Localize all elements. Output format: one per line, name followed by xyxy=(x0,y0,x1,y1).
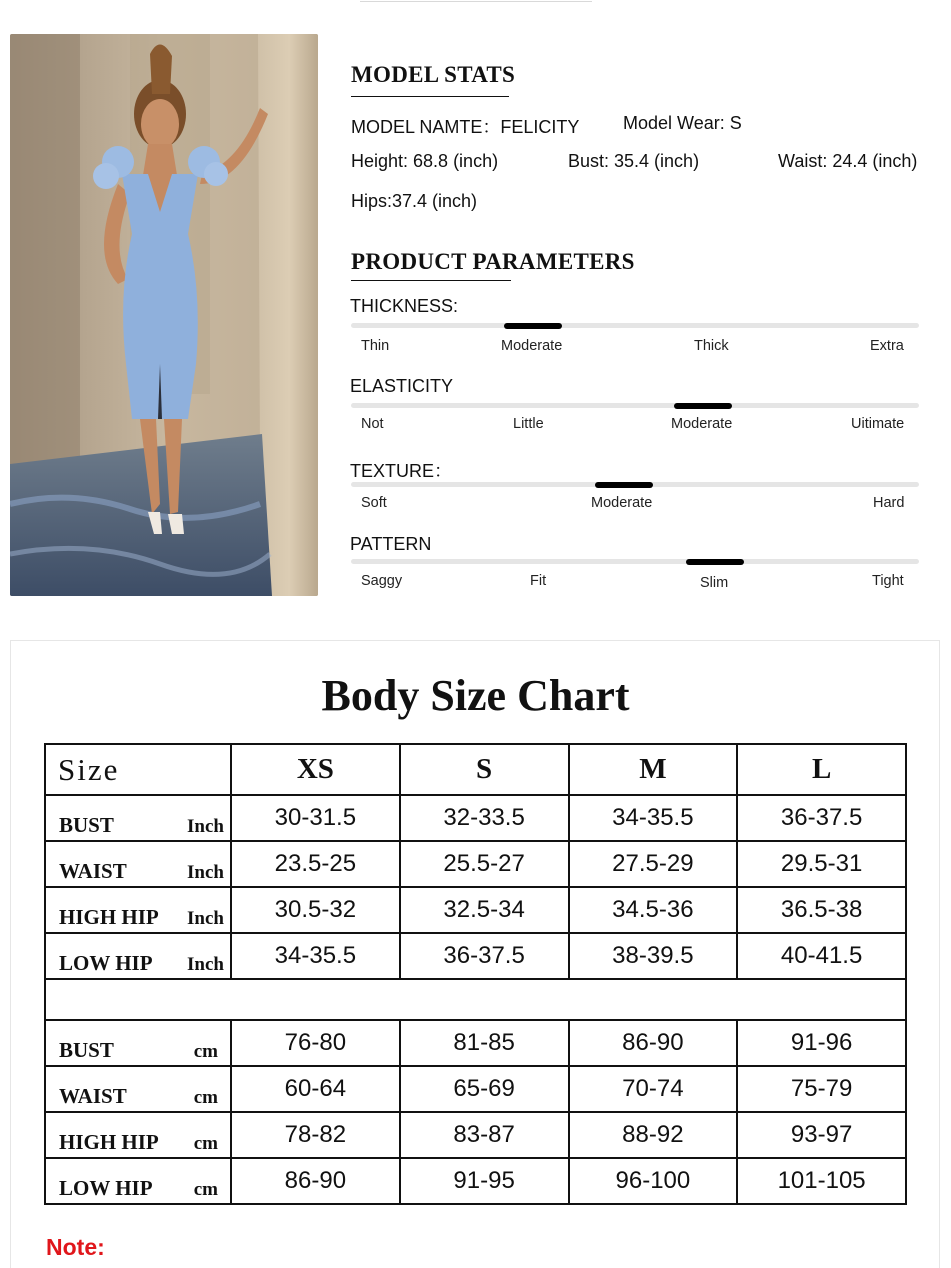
product-parameters-heading: PRODUCT PARAMETERS xyxy=(351,249,635,274)
pattern-marker xyxy=(686,559,744,565)
thickness-track xyxy=(351,323,919,328)
row-label xyxy=(45,1158,231,1204)
note-label: Note: xyxy=(46,1234,105,1260)
table-cell: 75-79 xyxy=(737,1066,906,1112)
row-label xyxy=(45,795,231,841)
thickness-label-moderate: Moderate xyxy=(501,338,563,354)
texture-label-moderate: Moderate xyxy=(591,495,653,511)
row-label xyxy=(45,1020,231,1066)
spacer-row xyxy=(45,979,906,1020)
size-s-header: S xyxy=(400,744,569,795)
table-cell: 29.5-31 xyxy=(737,841,906,887)
table-cell: 34-35.5 xyxy=(569,795,738,841)
table-cell: 81-85 xyxy=(400,1020,569,1066)
pattern-label-saggy: Saggy xyxy=(361,573,403,589)
thickness-label-thin: Thin xyxy=(361,338,390,354)
size-xs-header: XS xyxy=(231,744,400,795)
size-header: Size xyxy=(45,744,231,795)
elasticity-title: ELASTICITY xyxy=(350,376,454,396)
table-cell: 78-82 xyxy=(231,1112,400,1158)
table-row xyxy=(45,887,906,933)
measure-unit: Inch xyxy=(187,862,224,883)
pattern-label-tight: Tight xyxy=(872,573,904,589)
table-cell: 25.5-27 xyxy=(400,841,569,887)
row-label xyxy=(45,841,231,887)
table-row xyxy=(45,1066,906,1112)
thickness-title: THICKNESS: xyxy=(350,296,459,316)
elasticity-label-not: Not xyxy=(361,416,384,432)
elasticity-label-moderate: Moderate xyxy=(671,416,733,432)
table-row xyxy=(45,1158,906,1204)
table-cell: 60-64 xyxy=(231,1066,400,1112)
model-photo xyxy=(10,34,318,596)
table-cell: 88-92 xyxy=(569,1112,738,1158)
table-cell: 91-96 xyxy=(737,1020,906,1066)
size-chart-table xyxy=(44,743,907,1205)
model-hips: Hips:37.4 (inch) xyxy=(351,191,478,211)
table-cell: 34-35.5 xyxy=(231,933,400,979)
thickness-label-extra: Extra xyxy=(870,338,904,354)
pattern-label-slim: Slim xyxy=(700,575,729,591)
model-stats-underline xyxy=(351,96,509,97)
table-cell: 30-31.5 xyxy=(231,795,400,841)
measure-unit: Inch xyxy=(187,816,224,837)
measure-unit: cm xyxy=(193,1133,218,1154)
model-wear: Model Wear: S xyxy=(623,113,742,133)
table-cell: 86-90 xyxy=(231,1158,400,1204)
table-cell: 34.5-36 xyxy=(569,887,738,933)
texture-label-soft: Soft xyxy=(361,495,387,511)
table-cell: 86-90 xyxy=(569,1020,738,1066)
model-stats-heading: MODEL STATS xyxy=(351,62,516,87)
table-cell: 93-97 xyxy=(737,1112,906,1158)
table-cell: 27.5-29 xyxy=(569,841,738,887)
measure-name: BUST xyxy=(59,813,114,837)
table-cell: 23.5-25 xyxy=(231,841,400,887)
measure-name: LOW HIP xyxy=(59,1176,153,1200)
table-cell: 30.5-32 xyxy=(231,887,400,933)
measure-unit: Inch xyxy=(187,954,224,975)
table-cell: 91-95 xyxy=(400,1158,569,1204)
row-label xyxy=(45,933,231,979)
measure-name: LOW HIP xyxy=(59,951,153,975)
table-row xyxy=(45,841,906,887)
table-cell: 70-74 xyxy=(569,1066,738,1112)
table-cell: 32-33.5 xyxy=(400,795,569,841)
pattern-label-fit: Fit xyxy=(530,573,547,589)
elasticity-label-ultimate: Uitimate xyxy=(851,416,905,432)
table-row xyxy=(45,795,906,841)
table-cell: 40-41.5 xyxy=(737,933,906,979)
size-l-header: L xyxy=(737,744,906,795)
table-cell: 32.5-34 xyxy=(400,887,569,933)
texture-track xyxy=(351,482,919,487)
table-row xyxy=(45,1020,906,1066)
elasticity-label-little: Little xyxy=(513,416,544,432)
table-cell: 36-37.5 xyxy=(400,933,569,979)
size-m-header: M xyxy=(569,744,738,795)
measure-unit: cm xyxy=(193,1179,218,1200)
table-cell: 65-69 xyxy=(400,1066,569,1112)
model-waist: Waist: 24.4 (inch) xyxy=(778,151,918,171)
model-photo-illustration xyxy=(10,34,318,596)
table-cell: 38-39.5 xyxy=(569,933,738,979)
table-cell: 36-37.5 xyxy=(737,795,906,841)
row-label xyxy=(45,1112,231,1158)
table-cell: 101-105 xyxy=(737,1158,906,1204)
size-header-row xyxy=(45,744,906,795)
measure-name: WAIST xyxy=(59,1084,127,1108)
texture-label-hard: Hard xyxy=(873,495,905,511)
table-row xyxy=(45,1112,906,1158)
pattern-title: PATTERN xyxy=(350,534,432,554)
model-name: MODEL NAMTE：FELICITY xyxy=(351,117,580,137)
measure-unit: cm xyxy=(193,1087,218,1108)
table-cell: 76-80 xyxy=(231,1020,400,1066)
table-cell: 96-100 xyxy=(569,1158,738,1204)
measure-name: WAIST xyxy=(59,859,127,883)
model-height: Height: 68.8 (inch) xyxy=(351,151,499,171)
row-label xyxy=(45,887,231,933)
measure-unit: Inch xyxy=(187,908,224,929)
measure-name: HIGH HIP xyxy=(59,1130,159,1154)
spacer-cell xyxy=(45,979,906,1020)
table-row xyxy=(45,933,906,979)
size-chart-title: Body Size Chart xyxy=(321,671,630,720)
measure-name: BUST xyxy=(59,1038,114,1062)
texture-marker xyxy=(595,482,653,488)
elasticity-marker xyxy=(674,403,732,409)
elasticity-track xyxy=(351,403,919,408)
measure-unit: cm xyxy=(193,1041,218,1062)
thickness-marker xyxy=(504,323,562,329)
row-label xyxy=(45,1066,231,1112)
model-bust: Bust: 35.4 (inch) xyxy=(568,151,700,171)
table-cell: 83-87 xyxy=(400,1112,569,1158)
pattern-track xyxy=(351,559,919,564)
top-divider xyxy=(360,1,592,2)
table-cell: 36.5-38 xyxy=(737,887,906,933)
texture-title: TEXTURE： xyxy=(350,461,453,481)
measure-name: HIGH HIP xyxy=(59,905,159,929)
product-parameters-underline xyxy=(351,280,511,281)
thickness-label-thick: Thick xyxy=(694,338,729,354)
